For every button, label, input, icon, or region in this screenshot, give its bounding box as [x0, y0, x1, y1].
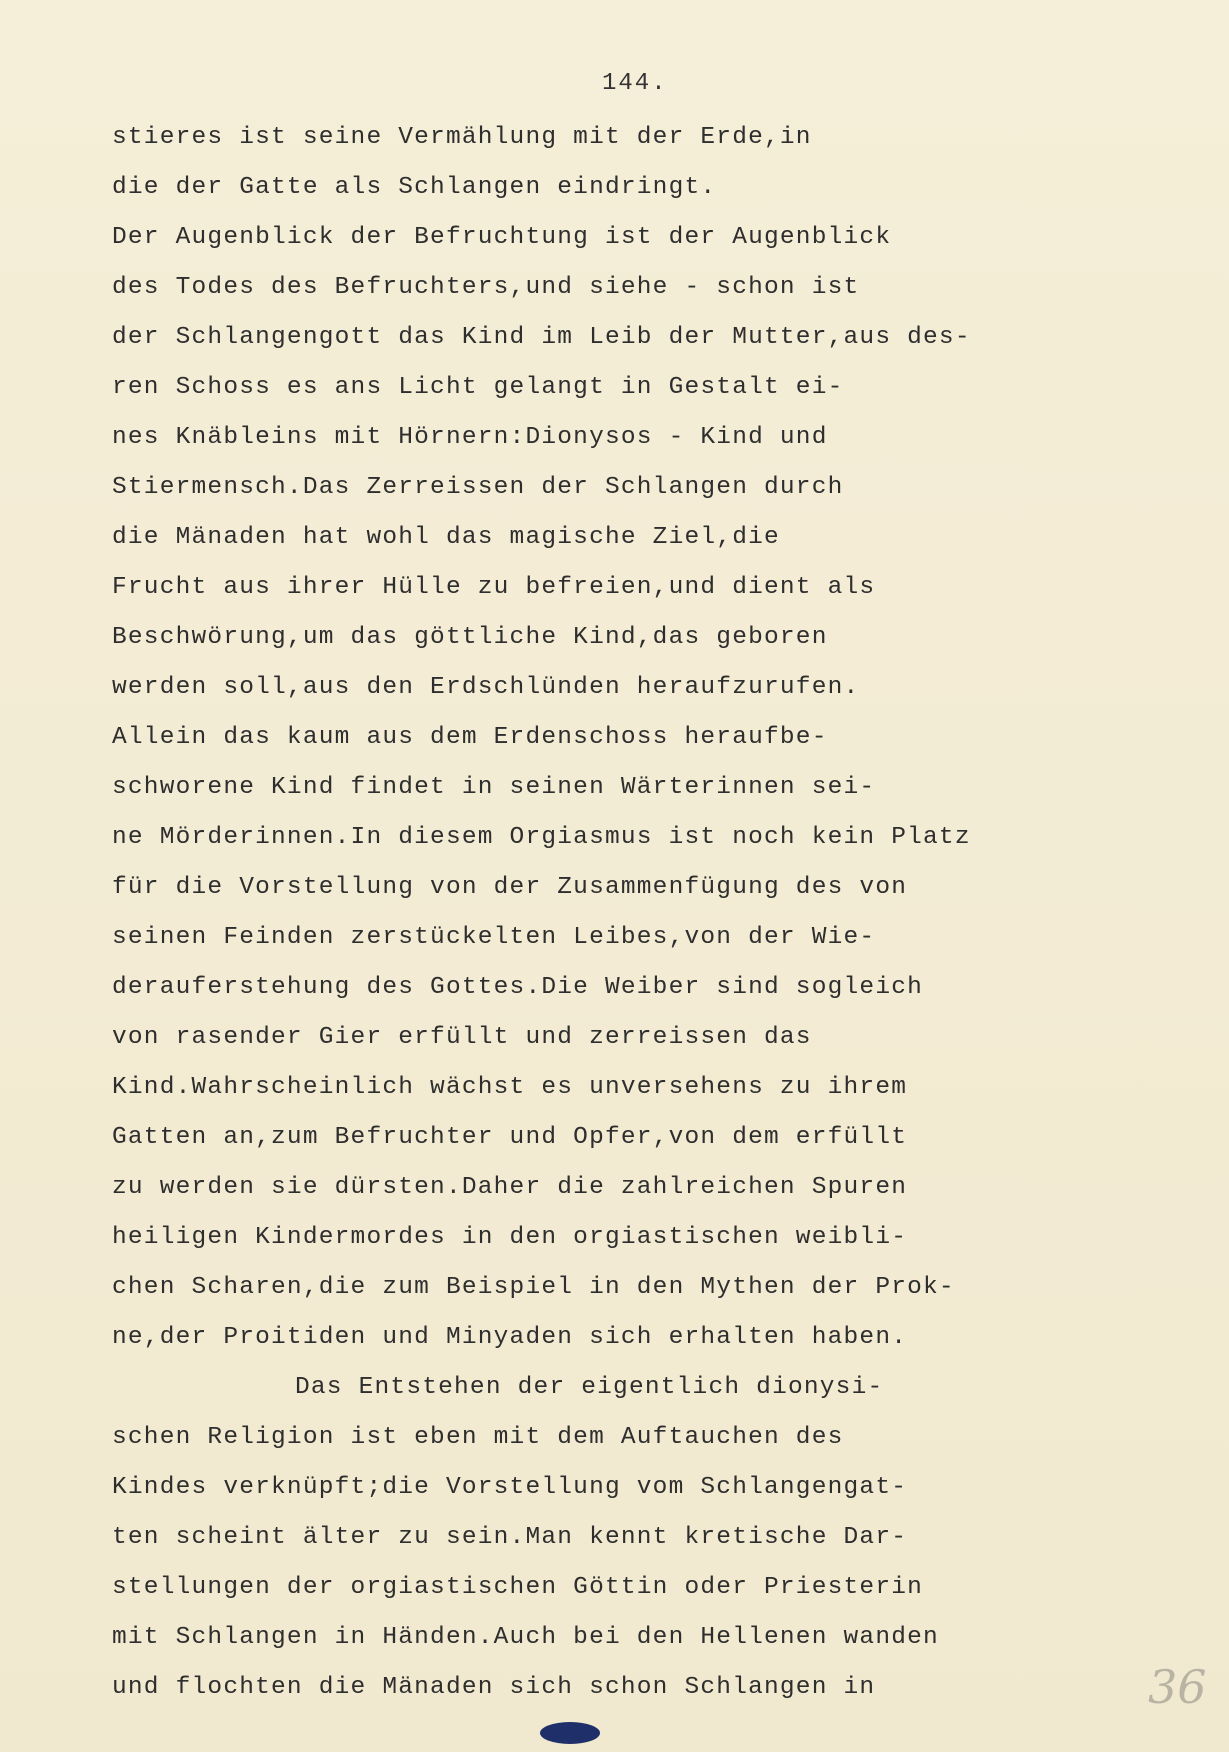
text-line: nes Knäbleins mit Hörnern:Dionysos - Kind und	[112, 424, 828, 451]
text-line: Kind.Wahrscheinlich wächst es unversehens zu ihrem	[112, 1074, 908, 1101]
text-line: Frucht aus ihrer Hülle zu befreien,und dient als	[112, 574, 876, 601]
text-line: der Schlangengott das Kind im Leib der Mutter,aus des-	[112, 324, 971, 351]
text-line: von rasender Gier erfüllt und zerreissen das	[112, 1024, 812, 1051]
text-line: ren Schoss es ans Licht gelangt in Gestalt ei-	[112, 374, 844, 401]
text-line: die Mänaden hat wohl das magische Ziel,die	[112, 524, 780, 551]
text-line: zu werden sie dürsten.Daher die zahlreichen Spuren	[112, 1174, 908, 1201]
text-line: schworene Kind findet in seinen Wärterinnen sei-	[112, 774, 876, 801]
archive-number: 36	[1148, 1660, 1207, 1714]
text-line: ne,der Proitiden und Minyaden sich erhalten haben.	[112, 1324, 908, 1351]
text-line: derauferstehung des Gottes.Die Weiber sind sogleich	[112, 974, 924, 1001]
text-line: Der Augenblick der Befruchtung ist der Augenblick	[112, 224, 892, 251]
text-line: und flochten die Mänaden sich schon Schlangen in	[112, 1674, 876, 1701]
text-line: seinen Feinden zerstückelten Leibes,von der Wie-	[112, 924, 876, 951]
text-line: Allein das kaum aus dem Erdenschoss heraufbe-	[112, 724, 828, 751]
ink-blot	[540, 1722, 600, 1744]
text-line: stellungen der orgiastischen Göttin oder Priesterin	[112, 1574, 924, 1601]
text-line: Kindes verknüpft;die Vorstellung vom Schlangengat-	[112, 1474, 908, 1501]
text-line: Gatten an,zum Befruchter und Opfer,von dem erfüllt	[112, 1124, 908, 1151]
text-line: Stiermensch.Das Zerreissen der Schlangen durch	[112, 474, 844, 501]
text-line: werden soll,aus den Erdschlünden heraufzurufen.	[112, 674, 860, 701]
text-line: heiligen Kindermordes in den orgiastischen weibli-	[112, 1224, 908, 1251]
text-line: mit Schlangen in Händen.Auch bei den Hellenen wanden	[112, 1624, 939, 1651]
text-line: die der Gatte als Schlangen eindringt.	[112, 174, 717, 201]
text-line: Beschwörung,um das göttliche Kind,das geboren	[112, 624, 828, 651]
text-line: ne Mörderinnen.In diesem Orgiasmus ist noch kein Platz	[112, 824, 971, 851]
text-line: des Todes des Befruchters,und siehe - schon ist	[112, 274, 860, 301]
text-line: Das Entstehen der eigentlich dionysi-	[295, 1374, 884, 1401]
text-line: ten scheint älter zu sein.Man kennt kretische Dar-	[112, 1524, 908, 1551]
text-line: stieres ist seine Vermählung mit der Erde,in	[112, 124, 812, 151]
text-line: schen Religion ist eben mit dem Auftauchen des	[112, 1424, 844, 1451]
page-number: 144.	[602, 70, 668, 97]
text-line: für die Vorstellung von der Zusammenfügung des von	[112, 874, 908, 901]
text-line: chen Scharen,die zum Beispiel in den Mythen der Prok-	[112, 1274, 955, 1301]
text-body	[112, 113, 1112, 1713]
